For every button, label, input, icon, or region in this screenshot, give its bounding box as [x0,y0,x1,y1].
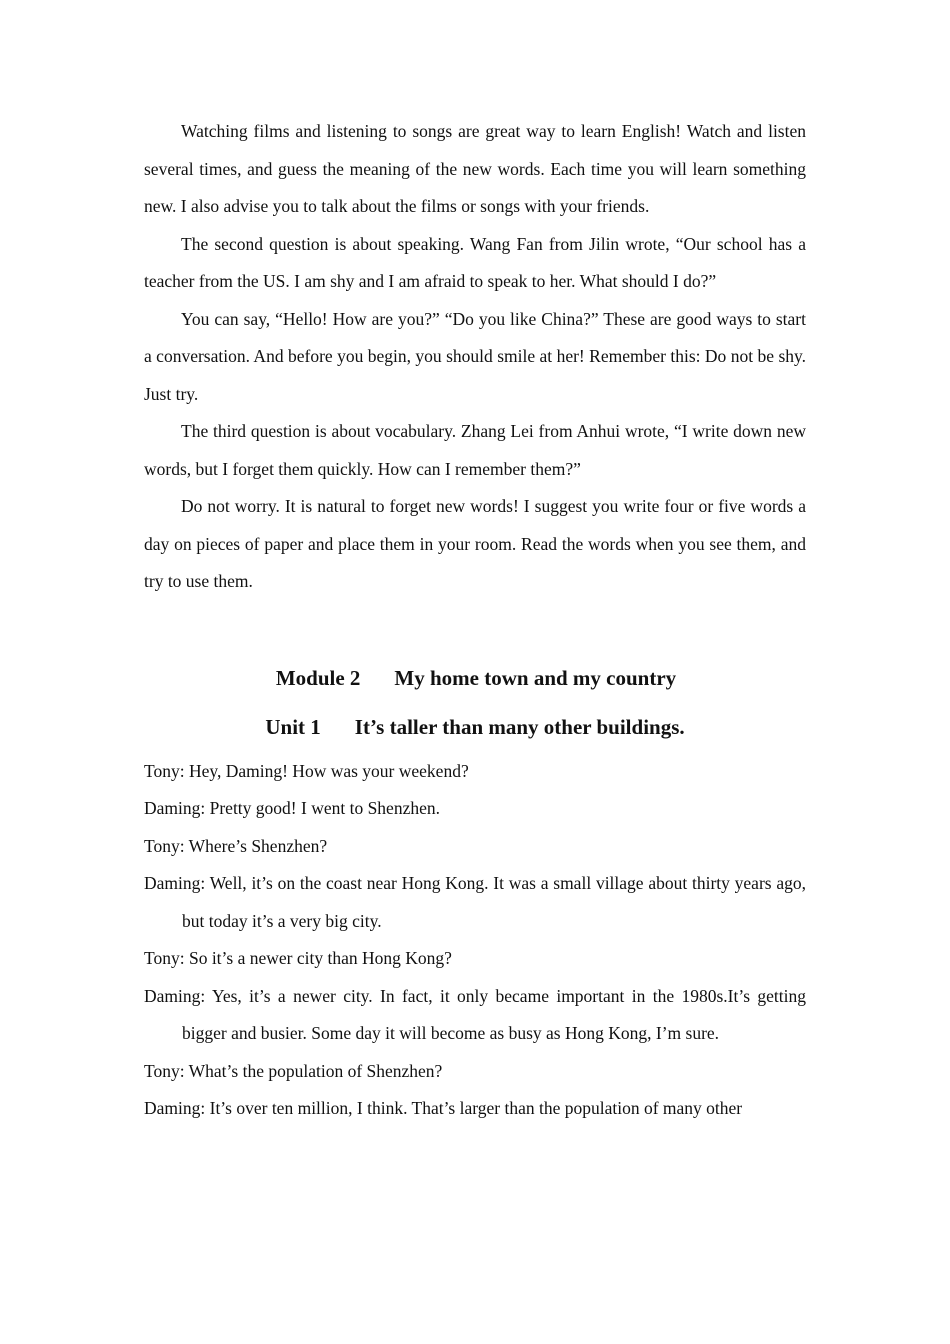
module-number: Module 2 [275,665,361,690]
paragraph-speaking-question: The second question is about speaking. Wang Fan from Jilin wrote, “Our school has a teacher from the US. I am shy and I am afraid to speak to her. What should I do?” [144,233,806,291]
document-page [144,113,806,1128]
paragraph-speaking-advice: You can say, “Hello! How are you?” “Do you like China?” These are good ways to start a conversation. And before you begin, you should smile at her! Remember this: Do not be shy. Just try. [144,308,806,404]
module-heading [144,663,806,693]
dialogue-line: Daming: It’s over ten million, I think. That’s larger than the population of many other [144,1098,743,1118]
reading-passage [144,113,806,601]
unit-number: Unit 1 [265,714,321,739]
dialogue-line: Daming: Pretty good! I went to Shenzhen. [144,798,440,818]
module-title: My home town and my country [394,665,677,690]
unit-title: It’s taller than many other buildings. [354,714,685,739]
unit-heading [144,712,806,742]
paragraph-vocabulary-advice: Do not worry. It is natural to forget new words! I suggest you write four or five words a day on pieces of paper and place them in your room. Read the words when you see them, and try to use them. [144,496,806,591]
dialogue [144,753,806,1128]
paragraph-films-songs: Watching films and listening to songs are great way to learn English! Watch and listen several times, and guess the meaning of the new words. Each time you will learn something new. I also advise you to talk about the films or songs with your friends. [144,121,806,216]
dialogue-line: Daming: Yes, it’s a newer city. In fact, it only became important in the 1980s.It’s getting bigger and busier. Some day it will become as busy as Hong Kong, I’m sure. [144,985,806,1043]
dialogue-line: Tony: Hey, Daming! How was your weekend? [144,760,469,781]
section-headings [144,663,806,742]
dialogue-line: Tony: What’s the population of Shenzhen? [144,1060,443,1081]
dialogue-line: Tony: Where’s Shenzhen? [144,835,328,856]
paragraph-vocabulary-question: The third question is about vocabulary. Zhang Lei from Anhui wrote, “I write down new words, but I forget them quickly. How can I remember them?” [144,421,806,479]
dialogue-line: Daming: Well, it’s on the coast near Hong Kong. It was a small village about thirty years ago, but today it’s a very big city. [144,873,806,931]
dialogue-line: Tony: So it’s a newer city than Hong Kong? [144,948,452,968]
